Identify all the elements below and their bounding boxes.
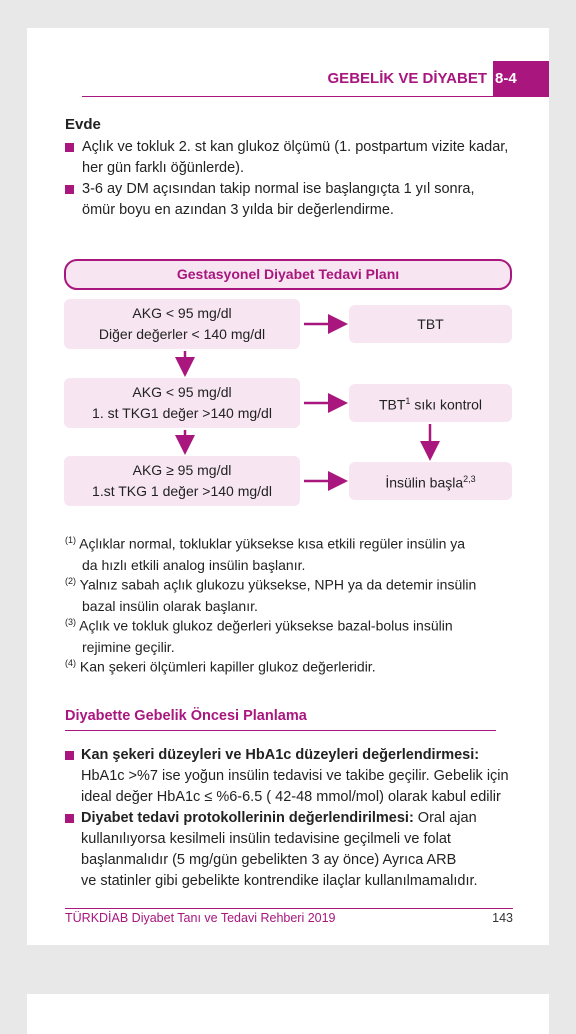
- footnote-4: $^{(4)}$ Kan şekeri ölçümleri kapiller glukoz değerleridir.: [65, 658, 376, 675]
- footnote-3: $^{(3)}$ Açlık ve tokluk glukoz değerleri yüksekse bazal-bolus insülin rejimine geçilir.: [65, 617, 453, 655]
- flowchart-arrows: [27, 28, 549, 528]
- bullet-square-icon: [65, 814, 74, 823]
- bullet-line: her gün farklı öğünlerde).: [82, 160, 245, 176]
- flowchart-title: Gestasyonel Diyabet Tedavi Planı: [64, 259, 512, 290]
- document-page: [27, 28, 549, 945]
- section-divider: [65, 730, 496, 731]
- bullet-line: ve statinler gibi gebelikte kontrendike ilaçlar kullanılmamalıdır.: [81, 873, 478, 889]
- flow-box-line: TBT$^1$ sıkı kontrol: [378, 395, 483, 413]
- section-title: Diyabette Gebelik Öncesi Planlama: [65, 708, 307, 724]
- footnote-2: $^{(2)}$ Yalnız sabah açlık glukozu yüksekse, NPH ya da detemir insülin bazal insülin olarak başlanır.: [65, 576, 477, 614]
- bullet-line: ömür boyu en azından 3 yılda bir değerlendirme.: [82, 202, 394, 218]
- bullet-line: 3-6 ay DM açısından takip normal ise başlangıçta 1 yıl sonra,: [82, 181, 475, 197]
- bullet-line: kullanılıyorsa kesilmeli insülin tedavisine geçilmeli ve folat: [81, 831, 451, 847]
- bullet-line: HbA1c >%7 ise yoğun insülin tedavisi ve takibe geçilir. Gebelik için: [81, 768, 509, 784]
- flow-box-line: Diğer değerler < 140 mg/dl: [98, 326, 266, 342]
- chapter-badge: 8-4: [493, 61, 549, 97]
- page-number: 143: [492, 911, 513, 925]
- footnote-1: $^{(1)}$ Açlıklar normal, tokluklar yüksekse kısa etkili regüler insülin ya da hızlı etkili analog insülin başlanır.: [65, 535, 466, 573]
- bullet-line: ideal değer HbA1c ≤ %6-6.5 ( 42-48 mmol/mol) olarak kabul edilir: [81, 789, 501, 805]
- bullet-line: başlanmalıdır (5 mg/gün gebelikten 3 ay önce) Ayrıca ARB: [81, 852, 457, 868]
- flow-box-line: AKG < 95 mg/dl: [132, 305, 232, 321]
- bullet-line: Açlık ve tokluk 2. st kan glukoz ölçümü (1. postpartum vizite kadar,: [82, 139, 509, 155]
- flow-box-line: 1.st TKG 1 değer >140 mg/dl: [92, 483, 272, 499]
- flow-box-line: AKG < 95 mg/dl: [132, 384, 232, 400]
- bullet-square-icon: [65, 751, 74, 760]
- footer-source: TÜRKDİAB Diyabet Tanı ve Tedavi Rehberi 2019: [65, 911, 336, 925]
- flow-box-line: TBT: [417, 315, 444, 332]
- flow-box-line: 1. st TKG1 değer >140 mg/dl: [92, 405, 272, 421]
- chapter-title: GEBELİK VE DİYABET: [327, 70, 487, 87]
- bullet-line: Diyabet tedavi protokollerinin değerlendirilmesi: Oral ajan: [81, 810, 477, 826]
- evde-heading: Evde: [65, 116, 101, 133]
- flow-box-line: AKG ≥ 95 mg/dl: [132, 462, 232, 478]
- next-page-edge: [27, 994, 549, 1034]
- bullet-bold-lead: Kan şekeri düzeyleri ve HbA1c düzeyleri değerlendirmesi:: [81, 747, 480, 763]
- flow-box-line: İnsülin başla$^{2,3}$: [385, 473, 476, 491]
- footer-divider: [65, 908, 513, 909]
